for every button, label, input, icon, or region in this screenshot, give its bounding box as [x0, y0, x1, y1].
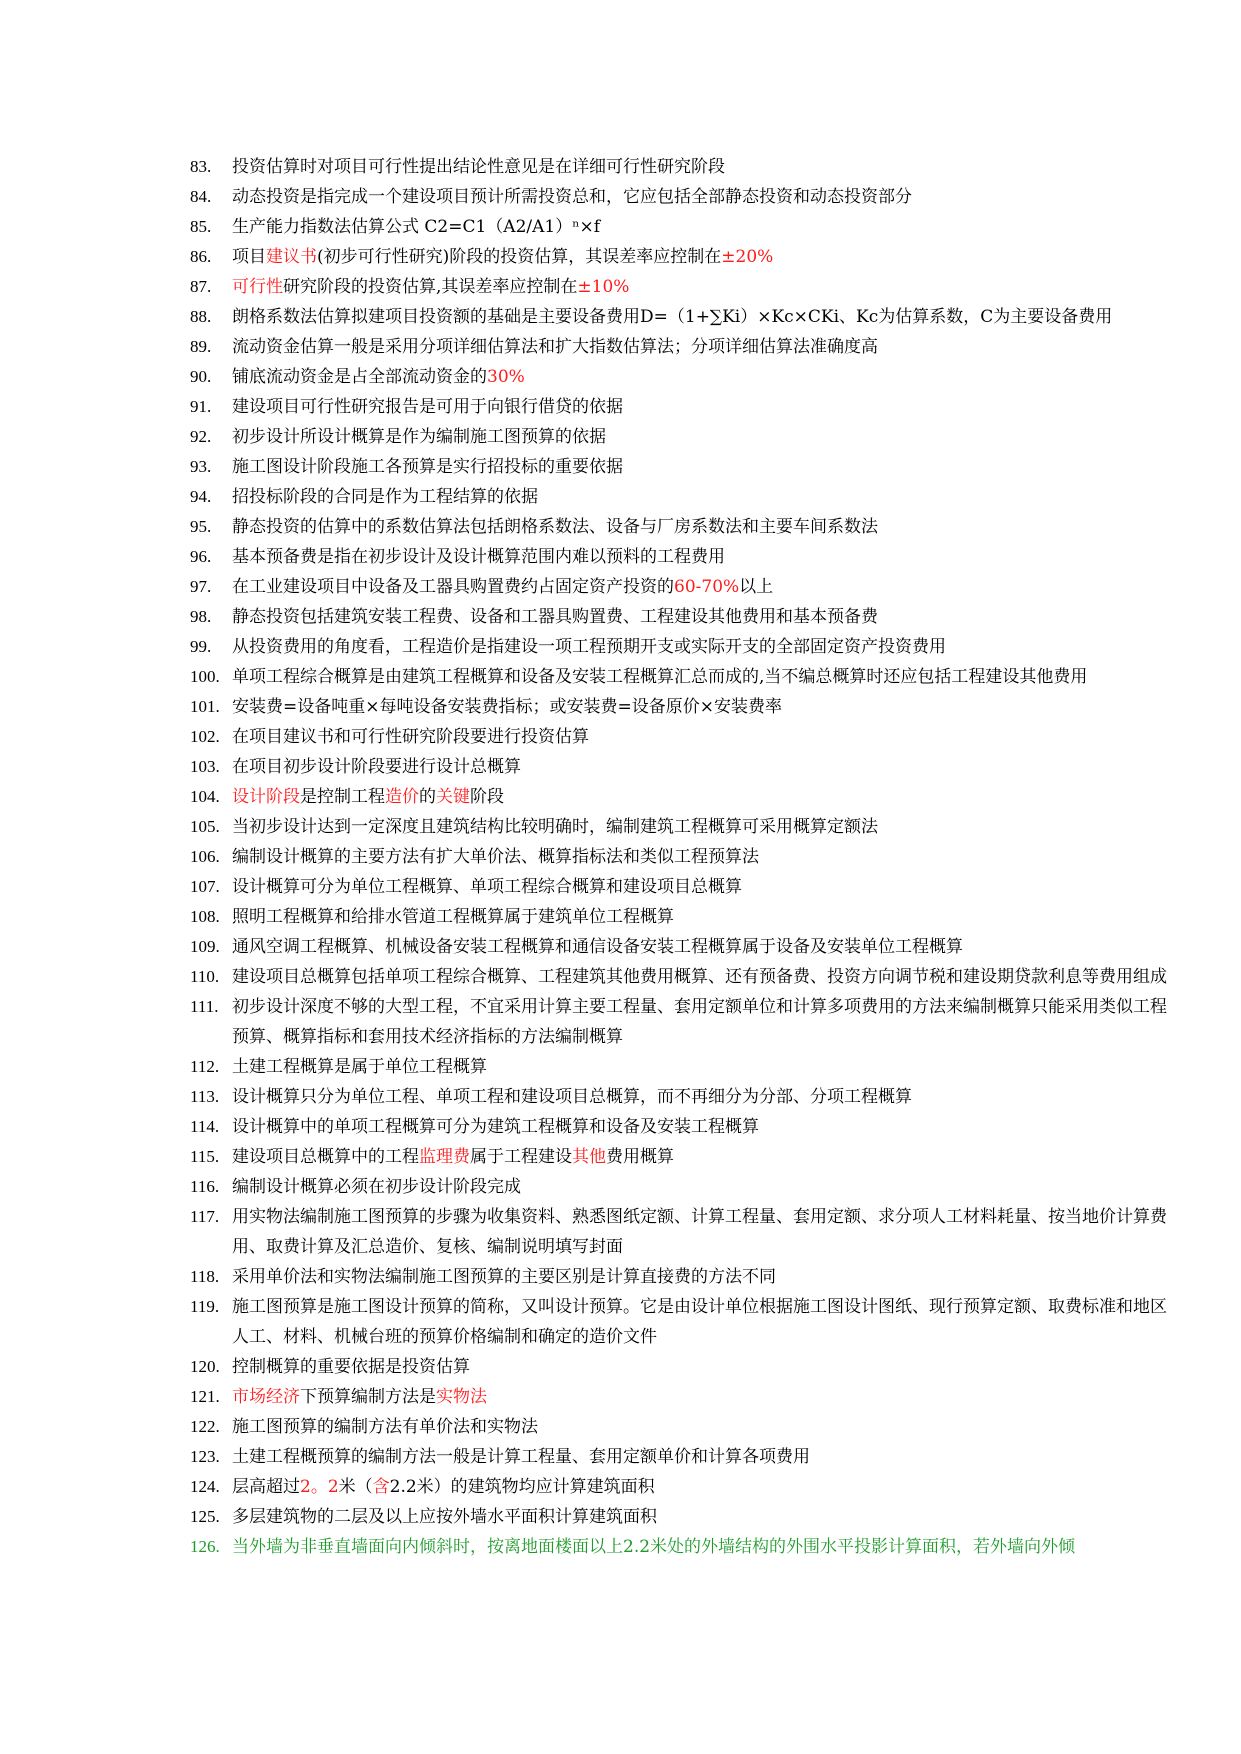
item-number: 89.: [190, 337, 212, 356]
item-number: 108.: [190, 907, 220, 926]
text-segment: 设计概算中的单项工程概算可分为建筑工程概算和设备及安装工程概算: [232, 1117, 759, 1137]
text-segment: 编制设计概算的主要方法有扩大单价法、概算指标法和类似工程预算法: [232, 847, 759, 867]
list-item: [190, 1412, 1170, 1442]
text-segment: 费用概算: [606, 1147, 674, 1167]
text-segment: 照明工程概算和给排水管道工程概算属于建筑单位工程概算: [232, 907, 674, 927]
text-segment: 采用单价法和实物法编制施工图预算的主要区别是计算直接费的方法不同: [232, 1267, 776, 1287]
highlighted-text: 含: [372, 1477, 390, 1497]
list-item: [190, 782, 1170, 812]
list-item: [190, 1202, 1170, 1262]
text-segment: 单项工程综合概算是由建筑工程概算和设备及安装工程概算汇总而成的,当不编总概算时还应包括工程建设其他费用: [232, 667, 1088, 687]
item-text: [232, 242, 1170, 272]
list-item: [190, 1502, 1170, 1532]
item-text: [232, 962, 1170, 992]
list-item: [190, 872, 1170, 902]
text-segment: 通风空调工程概算、机械设备安装工程概算和通信设备安装工程概算属于设备及安装单位工程概算: [232, 937, 963, 957]
text-segment: 下预算编制方法是: [300, 1387, 436, 1407]
list-item: [190, 662, 1170, 692]
item-text: [232, 1532, 1170, 1562]
text-segment: 项目: [232, 247, 266, 267]
highlighted-text: 2。2: [300, 1477, 339, 1497]
item-number: 90.: [190, 367, 212, 386]
highlighted-text: 关键: [436, 787, 470, 807]
list-item: [190, 1172, 1170, 1202]
item-number: 96.: [190, 547, 212, 566]
item-text: [232, 752, 1170, 782]
text-segment: 设计概算只分为单位工程、单项工程和建设项目总概算，而不再细分为分部、分项工程概算: [232, 1087, 912, 1107]
text-segment: 铺底流动资金是占全部流动资金的: [232, 367, 487, 387]
item-number: 125.: [190, 1507, 220, 1526]
list-item: [190, 962, 1170, 992]
text-segment: 米（: [338, 1477, 373, 1497]
item-text: [232, 1142, 1170, 1172]
list-item: [190, 182, 1170, 212]
item-text: [232, 1412, 1170, 1442]
text-segment: 建设项目总概算中的工程: [232, 1147, 419, 1167]
item-number: 94.: [190, 487, 212, 506]
text-segment: 安装费=设备吨重×每吨设备安装费指标；或安装费=设备原价×安装费率: [232, 697, 782, 717]
item-number: 92.: [190, 427, 212, 446]
item-text: [232, 302, 1170, 332]
highlighted-text: 监理费: [419, 1147, 470, 1167]
text-segment: 静态投资包括建筑安装工程费、设备和工器具购置费、工程建设其他费用和基本预备费: [232, 607, 878, 627]
item-number: 85.: [190, 217, 212, 236]
item-text: [232, 362, 1170, 392]
item-number: 84.: [190, 187, 212, 206]
list-item: [190, 512, 1170, 542]
highlighted-text: 可行性: [232, 277, 283, 297]
item-number: 126.: [190, 1537, 220, 1556]
text-segment: 动态投资是指完成一个建设项目预计所需投资总和，它应包括全部静态投资和动态投资部分: [232, 187, 912, 207]
list-item: [190, 632, 1170, 662]
text-segment: 是控制工程: [300, 787, 385, 807]
item-text: [232, 212, 1170, 242]
list-item: [190, 332, 1170, 362]
text-segment: 用实物法编制施工图预算的步骤为收集资料、熟悉图纸定额、计算工程量、套用定额、求分项人工材料耗量、按当地价计算费用、取费计算及汇总造价、复核、编制说明填写封面: [232, 1207, 1167, 1257]
item-text: [232, 1112, 1170, 1142]
item-text: [232, 452, 1170, 482]
highlighted-text: 市场经济: [232, 1387, 300, 1407]
item-number: 116.: [190, 1177, 220, 1196]
item-text: [232, 872, 1170, 902]
item-text: [232, 1442, 1170, 1472]
text-segment: 研究阶段的投资估算,其误差率应控制在: [283, 277, 578, 297]
list-item: [190, 1442, 1170, 1472]
list-item: [190, 1262, 1170, 1292]
item-number: 112.: [190, 1057, 220, 1076]
list-item: [190, 362, 1170, 392]
highlighted-text: ±20%: [721, 247, 774, 267]
item-text: [232, 1352, 1170, 1382]
item-text: [232, 692, 1170, 722]
item-text: [232, 632, 1170, 662]
list-item: [190, 212, 1170, 242]
item-number: 109.: [190, 937, 220, 956]
text-segment: 设计概算可分为单位工程概算、单项工程综合概算和建设项目总概算: [232, 877, 742, 897]
list-item: [190, 602, 1170, 632]
item-number: 107.: [190, 877, 220, 896]
item-number: 114.: [190, 1117, 220, 1136]
list-item: [190, 692, 1170, 722]
text-segment: 2.2米）的建筑物均应计算建筑面积: [389, 1477, 655, 1497]
item-text: [232, 662, 1170, 692]
item-text: [232, 1292, 1170, 1352]
item-number: 113.: [190, 1087, 220, 1106]
item-text: [232, 1502, 1170, 1532]
list-item: [190, 752, 1170, 782]
item-number: 101.: [190, 697, 220, 716]
item-text: [232, 392, 1170, 422]
item-text: [232, 482, 1170, 512]
item-number: 93.: [190, 457, 212, 476]
text-segment: 生产能力指数法估算公式 C2=C1（A2/A1）ⁿ×f: [232, 217, 601, 237]
text-segment: 施工图设计阶段施工各预算是实行招投标的重要依据: [232, 457, 623, 477]
item-text: [232, 932, 1170, 962]
text-segment: 建设项目总概算包括单项工程综合概算、工程建筑其他费用概算、还有预备费、投资方向调节税和建设期贷款利息等费用组成: [232, 967, 1167, 987]
text-segment: 以上: [739, 577, 774, 597]
highlighted-text: ±10%: [577, 277, 630, 297]
item-number: 91.: [190, 397, 212, 416]
item-number: 87.: [190, 277, 212, 296]
text-segment: 当外墙为非垂直墙面向内倾斜时，按离地面楼面以上2.2米处的外墙结构的外围水平投影计算面积，若外墙向外倾: [232, 1537, 1076, 1557]
item-text: [232, 1052, 1170, 1082]
item-text: [232, 1172, 1170, 1202]
text-segment: 基本预备费是指在初步设计及设计概算范围内难以预料的工程费用: [232, 547, 725, 567]
text-segment: 在项目初步设计阶段要进行设计总概算: [232, 757, 521, 777]
text-segment: 建设项目可行性研究报告是可用于向银行借贷的依据: [232, 397, 623, 417]
item-number: 104.: [190, 787, 220, 806]
item-text: [232, 902, 1170, 932]
item-number: 106.: [190, 847, 220, 866]
list-item: [190, 152, 1170, 182]
text-segment: 施工图预算的编制方法有单价法和实物法: [232, 1417, 538, 1437]
highlighted-text: 其他: [572, 1147, 606, 1167]
item-number: 119.: [190, 1297, 220, 1316]
list-item: [190, 482, 1170, 512]
list-item: [190, 1292, 1170, 1352]
item-number: 99.: [190, 637, 212, 656]
list-item: [190, 1532, 1170, 1562]
text-segment: 在工业建设项目中设备及工器具购置费约占固定资产投资的: [232, 577, 674, 597]
item-number: 122.: [190, 1417, 220, 1436]
text-segment: 土建工程概预算的编制方法一般是计算工程量、套用定额单价和计算各项费用: [232, 1447, 810, 1467]
item-number: 95.: [190, 517, 212, 536]
list-item: [190, 422, 1170, 452]
item-text: [232, 572, 1170, 602]
item-text: [232, 1382, 1170, 1412]
list-item: [190, 1382, 1170, 1412]
text-segment: 属于工程建设: [470, 1147, 572, 1167]
item-number: 98.: [190, 607, 212, 626]
highlighted-text: 60-70%: [674, 577, 740, 597]
item-number: 121.: [190, 1387, 220, 1406]
text-segment: 初步设计所设计概算是作为编制施工图预算的依据: [232, 427, 606, 447]
list-item: [190, 392, 1170, 422]
list-item: [190, 812, 1170, 842]
list-item: [190, 452, 1170, 482]
list-item: [190, 242, 1170, 272]
item-number: 105.: [190, 817, 220, 836]
item-text: [232, 602, 1170, 632]
text-segment: 土建工程概算是属于单位工程概算: [232, 1057, 487, 1077]
item-text: [232, 1262, 1170, 1292]
text-segment: 静态投资的估算中的系数估算法包括朗格系数法、设备与厂房系数法和主要车间系数法: [232, 517, 878, 537]
list-item: [190, 1352, 1170, 1382]
item-text: [232, 1472, 1170, 1502]
item-number: 110.: [190, 967, 220, 986]
item-number: 115.: [190, 1147, 220, 1166]
item-text: [232, 782, 1170, 812]
item-text: [232, 722, 1170, 752]
item-number: 86.: [190, 247, 212, 266]
item-text: [232, 992, 1170, 1052]
text-segment: 朗格系数法估算拟建项目投资额的基础是主要设备费用D=（1+∑Ki）×Kc×CKi、Kc为估算系数，C为主要设备费用: [232, 307, 1113, 327]
list-item: [190, 572, 1170, 602]
item-number: 124.: [190, 1477, 220, 1496]
text-segment: 当初步设计达到一定深度且建筑结构比较明确时，编制建筑工程概算可采用概算定额法: [232, 817, 878, 837]
item-number: 103.: [190, 757, 220, 776]
highlighted-text: 实物法: [436, 1387, 487, 1407]
item-text: [232, 182, 1170, 212]
item-number: 88.: [190, 307, 212, 326]
item-number: 120.: [190, 1357, 220, 1376]
text-segment: 招投标阶段的合同是作为工程结算的依据: [232, 487, 538, 507]
text-segment: 阶段: [470, 787, 504, 807]
list-item: [190, 722, 1170, 752]
list-item: [190, 1142, 1170, 1172]
highlighted-text: 设计阶段: [232, 787, 300, 807]
text-segment: 层高超过: [232, 1477, 300, 1497]
text-segment: 从投资费用的角度看，工程造价是指建设一项工程预期开支或实际开支的全部固定资产投资费用: [232, 637, 946, 657]
item-text: [232, 272, 1170, 302]
highlighted-text: 造价: [385, 787, 419, 807]
text-segment: 流动资金估算一般是采用分项详细估算法和扩大指数估算法；分项详细估算法准确度高: [232, 337, 878, 357]
list-item: [190, 1052, 1170, 1082]
list-item: [190, 1082, 1170, 1112]
highlighted-text: 30%: [487, 367, 525, 387]
item-number: 102.: [190, 727, 220, 746]
text-segment: 施工图预算是施工图设计预算的简称，又叫设计预算。它是由设计单位根据施工图设计图纸、现行预算定额、取费标准和地区人工、材料、机械台班的预算价格编制和确定的造价文件: [232, 1297, 1167, 1347]
item-number: 100.: [190, 667, 220, 686]
item-number: 118.: [190, 1267, 220, 1286]
item-number: 123.: [190, 1447, 220, 1466]
list-item: [190, 842, 1170, 872]
list-item: [190, 1472, 1170, 1502]
text-segment: (初步可行性研究)阶段的投资估算，其误差率应控制在: [317, 247, 722, 267]
text-segment: 的: [419, 787, 436, 807]
text-segment: 编制设计概算必须在初步设计阶段完成: [232, 1177, 521, 1197]
item-text: [232, 1202, 1170, 1262]
text-segment: 控制概算的重要依据是投资估算: [232, 1357, 470, 1377]
item-number: 97.: [190, 577, 212, 596]
numbered-list: [190, 152, 1170, 1562]
text-segment: 投资估算时对项目可行性提出结论性意见是在详细可行性研究阶段: [232, 157, 725, 177]
item-text: [232, 812, 1170, 842]
highlighted-text: 建议书: [266, 247, 317, 267]
item-text: [232, 542, 1170, 572]
list-item: [190, 542, 1170, 572]
item-text: [232, 422, 1170, 452]
list-item: [190, 992, 1170, 1052]
list-item: [190, 1112, 1170, 1142]
item-number: 111.: [190, 997, 219, 1016]
item-text: [232, 152, 1170, 182]
item-number: 83.: [190, 157, 212, 176]
list-item: [190, 902, 1170, 932]
list-item: [190, 272, 1170, 302]
text-segment: 初步设计深度不够的大型工程，不宜采用计算主要工程量、套用定额单位和计算多项费用的方法来编制概算只能采用类似工程预算、概算指标和套用技术经济指标的方法编制概算: [232, 997, 1167, 1047]
item-text: [232, 512, 1170, 542]
text-segment: 在项目建议书和可行性研究阶段要进行投资估算: [232, 727, 589, 747]
list-item: [190, 302, 1170, 332]
list-item: [190, 932, 1170, 962]
item-number: 117.: [190, 1207, 220, 1226]
item-text: [232, 332, 1170, 362]
item-text: [232, 1082, 1170, 1112]
text-segment: 多层建筑物的二层及以上应按外墙水平面积计算建筑面积: [232, 1507, 657, 1527]
item-text: [232, 842, 1170, 872]
